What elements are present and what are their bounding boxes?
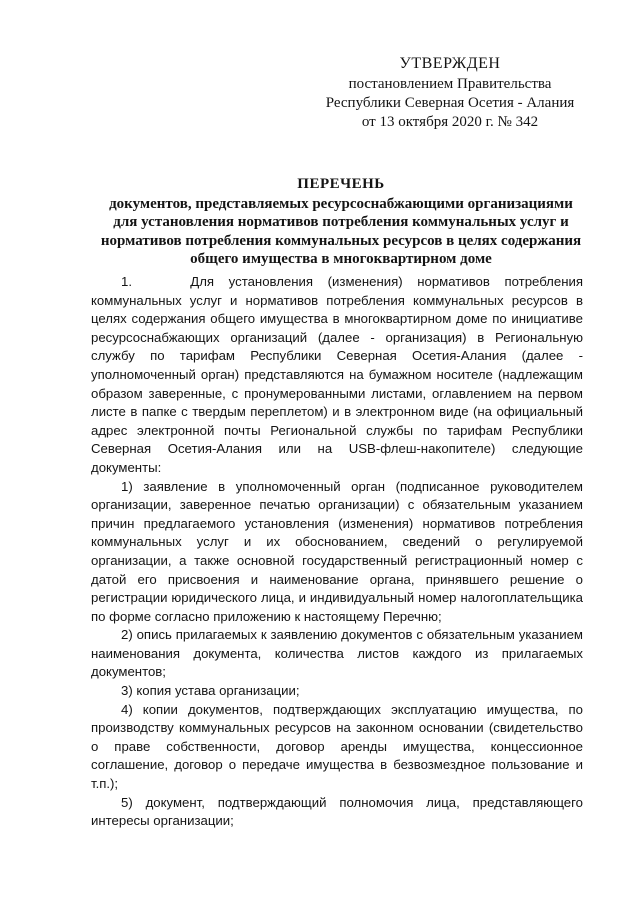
title-line: нормативов потребления коммунальных ресурсов в целях содержания: [100, 232, 582, 249]
approval-block: [300, 54, 600, 132]
title-line: общего имущества в многоквартирном доме: [190, 251, 492, 267]
approval-line: постановлением Правительства: [348, 76, 552, 92]
paragraph: 1. Для установления (изменения) нормативов потребления коммунальных услуг и нормативов потребления коммунальных ресурсов в целях содержания общего имущества в многоквартирном доме по инициативе ресурсоснабжающих организаций (далее - организация) в Региональную службу по тарифам Республики Северная Осетия-Алания (далее - уполномоченный орган) представляются на бумажном носителе (надлежащим образом заверенные, с пронумерованными листами, оглавлением на первом листе в папке с твердым переплетом) и в электронном виде (на официальный адрес электронной почты Региональной службы по тарифам Республики Северная Осетия-Алания или на USB-флеш-накопителе) следующие документы:: [91, 274, 583, 475]
approval-line: от 13 октября 2020 г. № 342: [361, 114, 539, 130]
document-body: [91, 273, 583, 831]
title-line: для установления нормативов потребления коммунальных услуг и: [113, 214, 569, 230]
title-heading: ПЕРЕЧЕНЬ: [297, 176, 385, 192]
list-item: 2) опись прилагаемых к заявлению документов с обязательным указанием наименования документа, количества листов каждого из прилагаемых документов;: [91, 627, 583, 680]
document-title: [90, 175, 592, 269]
list-item: 4) копии документов, подтверждающих эксплуатацию имущества, по производству коммунальных ресурсов на законном основании (свидетельство о праве собственности, договор аренды имущества, концессионное соглашение, договор о передаче имущества в безвозмездное пользование и т.п.);: [91, 701, 583, 792]
approval-heading: УТВЕРЖДЕН: [399, 55, 501, 72]
list-item: 1) заявление в уполномоченный орган (подписанное руководителем организации, заверенное печатью организации) с обязательным указанием причин предлагаемого установления (изменения) нормативов потребления коммунальных услуг и их обоснованием, сведений о регулируемой организации, а также основной государственный регистрационный номер с датой его присвоения и наименование органа, принявшего решение о регистрации юридического лица, и индивидуальный номер налогоплательщика по форме согласно приложению к настоящему Перечню;: [91, 478, 583, 624]
approval-line: Республики Северная Осетия - Алания: [325, 95, 575, 111]
list-item: 5) документ, подтверждающий полномочия лица, представляющего интересы организации;: [91, 794, 583, 829]
list-item: 3) копия устава организации;: [121, 683, 300, 699]
title-line: документов, представляемых ресурсоснабжающими организациями: [109, 195, 573, 212]
